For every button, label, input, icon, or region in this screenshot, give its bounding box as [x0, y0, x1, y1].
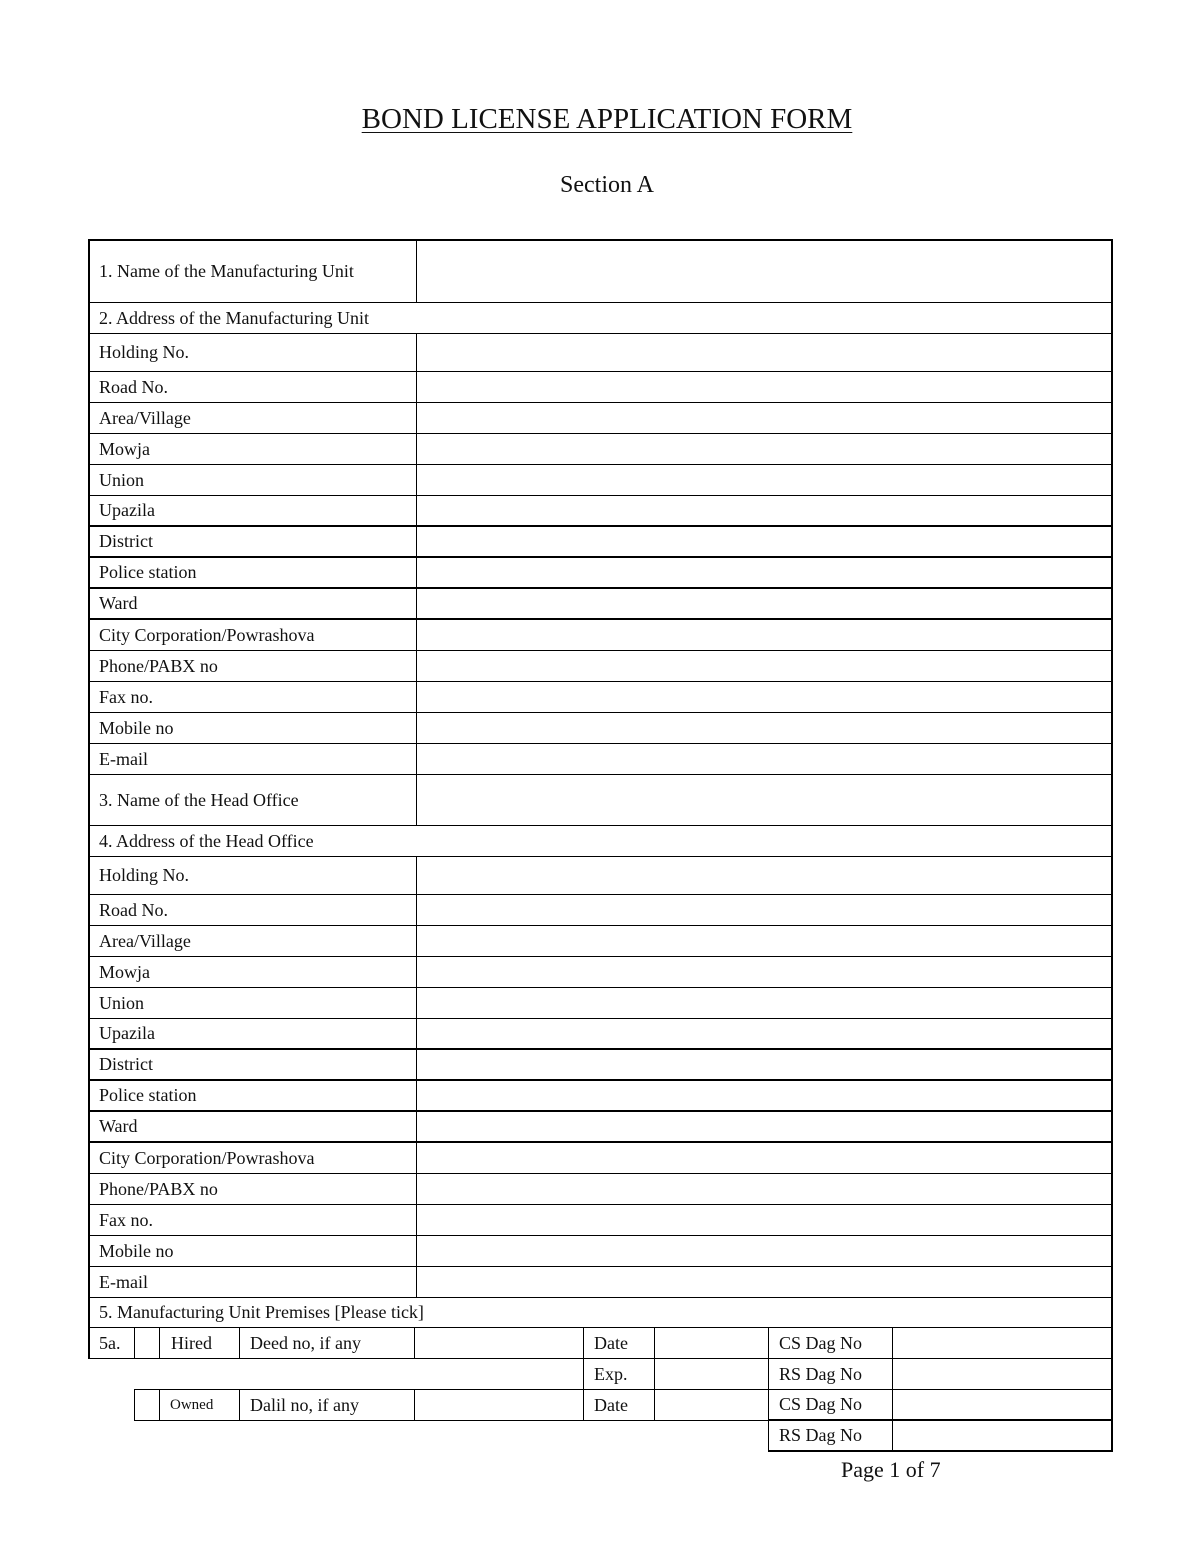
owned-label: Owned	[159, 1389, 240, 1421]
hired-rs-dag-label: RS Dag No	[768, 1358, 893, 1390]
unit-address-label: City Corporation/Powrashova	[99, 624, 315, 645]
unit-address-label: Holding No.	[99, 342, 189, 362]
hired-cs-dag-label: CS Dag No	[768, 1327, 893, 1359]
unit-holding-field[interactable]	[416, 334, 1111, 371]
unit-address-label: Fax no.	[99, 686, 153, 707]
section-heading: Section A	[560, 172, 654, 198]
head-office-address-row	[88, 1112, 1113, 1143]
unit-address-row	[88, 403, 1113, 434]
deed-no-label: Deed no, if any	[239, 1327, 415, 1359]
unit-address-row	[88, 465, 1113, 496]
unit-address-row	[88, 651, 1113, 682]
unit-address-label: District	[99, 531, 153, 551]
head-office-address-row	[88, 988, 1113, 1019]
head-office-address-label: Mobile no	[99, 1240, 174, 1261]
premises-heading-row	[88, 1298, 1113, 1328]
unit-ward-field[interactable]	[416, 589, 1111, 618]
ho-upazila-field[interactable]	[416, 1019, 1111, 1048]
unit-fax-field[interactable]	[416, 682, 1111, 712]
page-number: Page 1 of 7	[841, 1457, 941, 1482]
unit-mobile-field[interactable]	[416, 713, 1111, 743]
unit-address-label: Police station	[99, 562, 197, 582]
owned-tick-box[interactable]	[134, 1389, 160, 1421]
unit-union-field[interactable]	[416, 465, 1111, 495]
unit-address-row	[88, 372, 1113, 403]
head-office-address-row	[88, 1205, 1113, 1236]
head-office-address-row	[88, 1019, 1113, 1050]
unit-upazila-field[interactable]	[416, 496, 1111, 525]
unit-address-label: Road No.	[99, 376, 168, 397]
head-office-address-label: Phone/PABX no	[99, 1178, 218, 1199]
ho-fax-field[interactable]	[416, 1205, 1111, 1235]
head-office-address-label: Ward	[99, 1116, 138, 1136]
head-office-address-row	[88, 1267, 1113, 1298]
head-office-address-row	[88, 957, 1113, 988]
unit-address-row	[88, 682, 1113, 713]
ho-union-field[interactable]	[416, 988, 1111, 1018]
unit-address-label: Union	[99, 469, 144, 490]
unit-address-row	[88, 496, 1113, 527]
exp-label: Exp.	[583, 1358, 655, 1390]
unit-address-row	[88, 434, 1113, 465]
unit-address-row	[88, 558, 1113, 589]
premises-item-no: 5a.	[88, 1327, 135, 1359]
unit-address-label: Mobile no	[99, 717, 174, 738]
owned-date-field[interactable]	[654, 1389, 769, 1421]
unit-address-row	[88, 713, 1113, 744]
exp-date-field[interactable]	[654, 1358, 769, 1390]
unit-police-station-field[interactable]	[416, 558, 1111, 587]
deed-no-field[interactable]	[414, 1327, 584, 1359]
unit-city-corporation-field[interactable]	[416, 620, 1111, 650]
unit-name-row	[88, 239, 1113, 303]
head-office-address-row	[88, 1143, 1113, 1174]
head-office-address-row	[88, 926, 1113, 957]
head-office-name-field[interactable]	[416, 775, 1111, 825]
head-office-address-heading-row	[88, 826, 1113, 857]
ho-area-field[interactable]	[416, 926, 1111, 956]
unit-name-label: 1. Name of the Manufacturing Unit	[99, 261, 354, 281]
unit-email-field[interactable]	[416, 744, 1111, 774]
unit-address-label: E-mail	[99, 748, 148, 769]
head-office-address-label: Road No.	[99, 899, 168, 920]
head-office-name-row	[88, 775, 1113, 826]
ho-ward-field[interactable]	[416, 1112, 1111, 1141]
ho-phone-field[interactable]	[416, 1174, 1111, 1204]
head-office-address-label: City Corporation/Powrashova	[99, 1147, 315, 1168]
unit-phone-field[interactable]	[416, 651, 1111, 681]
head-office-address-row	[88, 1050, 1113, 1081]
unit-address-heading: 2. Address of the Manufacturing Unit	[99, 307, 369, 328]
ho-district-field[interactable]	[416, 1050, 1111, 1079]
owned-rs-dag-field[interactable]	[892, 1420, 1113, 1452]
unit-address-row	[88, 744, 1113, 775]
owned-date-label: Date	[583, 1389, 655, 1421]
form-title: BOND LICENSE APPLICATION FORM	[361, 103, 853, 135]
head-office-address-label: Mowja	[99, 961, 150, 982]
head-office-address-label: Area/Village	[99, 930, 191, 951]
premises-heading: 5. Manufacturing Unit Premises [Please tick]	[99, 1302, 424, 1322]
hired-tick-box[interactable]	[134, 1327, 160, 1359]
unit-address-label: Upazila	[99, 500, 155, 520]
head-office-address-row	[88, 1236, 1113, 1267]
head-office-address-row	[88, 895, 1113, 926]
unit-road-field[interactable]	[416, 372, 1111, 402]
head-office-address-label: Holding No.	[99, 865, 189, 885]
ho-holding-field[interactable]	[416, 857, 1111, 894]
unit-mowja-field[interactable]	[416, 434, 1111, 464]
ho-email-field[interactable]	[416, 1267, 1111, 1297]
unit-address-label: Phone/PABX no	[99, 655, 218, 676]
head-office-address-label: District	[99, 1054, 153, 1074]
hired-date-label: Date	[583, 1327, 655, 1359]
unit-address-label: Mowja	[99, 438, 150, 459]
owned-rs-dag-label: RS Dag No	[768, 1420, 893, 1452]
ho-road-field[interactable]	[416, 895, 1111, 925]
unit-address-heading-row	[88, 303, 1113, 334]
ho-mobile-field[interactable]	[416, 1236, 1111, 1266]
ho-city-corporation-field[interactable]	[416, 1143, 1111, 1173]
unit-address-label: Ward	[99, 593, 138, 613]
hired-date-field[interactable]	[654, 1327, 769, 1359]
head-office-name-label: 3. Name of the Head Office	[99, 789, 299, 810]
unit-address-row	[88, 589, 1113, 620]
ho-police-station-field[interactable]	[416, 1081, 1111, 1110]
head-office-address-label: Union	[99, 992, 144, 1013]
head-office-address-row	[88, 857, 1113, 895]
head-office-address-label: E-mail	[99, 1271, 148, 1292]
head-office-address-label: Police station	[99, 1085, 197, 1105]
unit-address-row	[88, 334, 1113, 372]
unit-address-row	[88, 527, 1113, 558]
unit-district-field[interactable]	[416, 527, 1111, 556]
head-office-address-label: Upazila	[99, 1023, 155, 1043]
head-office-address-row	[88, 1174, 1113, 1205]
unit-address-label: Area/Village	[99, 407, 191, 428]
dalil-no-field[interactable]	[414, 1389, 584, 1421]
hired-rs-dag-field[interactable]	[892, 1358, 1113, 1390]
head-office-address-row	[88, 1081, 1113, 1112]
hired-cs-dag-field[interactable]	[892, 1327, 1113, 1359]
unit-address-row	[88, 620, 1113, 651]
ho-mowja-field[interactable]	[416, 957, 1111, 987]
head-office-address-label: Fax no.	[99, 1209, 153, 1230]
unit-area-field[interactable]	[416, 403, 1111, 433]
hired-label: Hired	[159, 1327, 240, 1359]
owned-cs-dag-label: CS Dag No	[768, 1389, 893, 1421]
owned-cs-dag-field[interactable]	[892, 1389, 1113, 1421]
dalil-no-label: Dalil no, if any	[239, 1389, 415, 1421]
unit-name-field[interactable]	[416, 241, 1111, 302]
head-office-address-heading: 4. Address of the Head Office	[99, 830, 314, 851]
